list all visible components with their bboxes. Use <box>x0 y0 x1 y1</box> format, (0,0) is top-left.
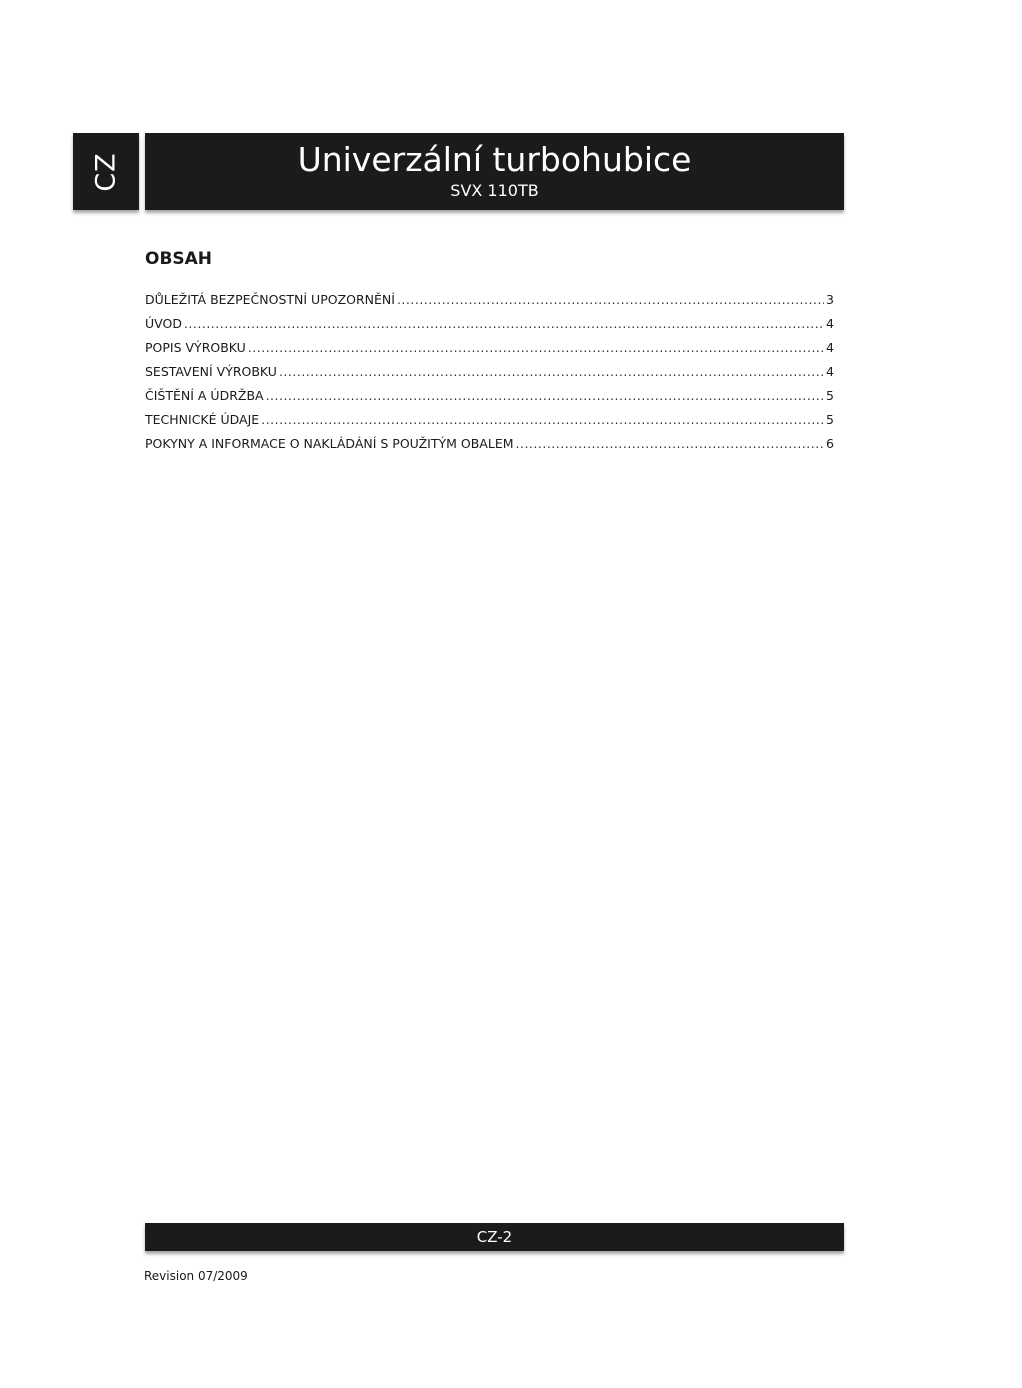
toc-entry-page: 4 <box>826 316 834 331</box>
toc-entry-product-description[interactable] <box>145 336 834 360</box>
toc-dot-leader <box>184 312 824 336</box>
page-number-bar <box>145 1223 844 1251</box>
toc-entry-label: ČIŠTĚNÍ A ÚDRŽBA <box>145 388 264 403</box>
toc-entry-cleaning-maintenance[interactable] <box>145 384 834 408</box>
toc-entry-page: 6 <box>826 436 834 451</box>
toc-entry-label: TECHNICKÉ ÚDAJE <box>145 412 260 427</box>
toc-entry-assembly[interactable] <box>145 360 834 384</box>
model-number: SVX 110TB <box>450 181 539 200</box>
language-tab <box>73 133 139 210</box>
toc-entry-safety-warnings[interactable] <box>145 288 834 312</box>
toc-entry-technical-data[interactable] <box>145 408 834 432</box>
toc-entry-introduction[interactable] <box>145 312 834 336</box>
toc-entry-label: POKYNY A INFORMACE O NAKLÁDÁNÍ S POUŽITÝM OBALEM <box>145 436 514 451</box>
toc-dot-leader <box>397 288 824 312</box>
toc-entry-page: 4 <box>826 364 834 379</box>
toc-entry-label: POPIS VÝROBKU <box>145 340 246 355</box>
toc-dot-leader <box>266 384 824 408</box>
toc-dot-leader <box>248 336 824 360</box>
toc-entry-page: 5 <box>826 412 834 427</box>
toc-entry-label: ÚVOD <box>145 316 182 331</box>
toc-entry-label: SESTAVENÍ VÝROBKU <box>145 364 277 379</box>
toc-dot-leader <box>279 360 824 384</box>
document-title: Univerzální turbohubice <box>297 140 692 179</box>
toc-entry-page: 3 <box>826 292 834 307</box>
page-number: CZ-2 <box>476 1228 513 1246</box>
toc-entry-page: 5 <box>826 388 834 403</box>
revision-note: Revision 07/2009 <box>144 1269 248 1283</box>
language-tab-label: CZ <box>90 151 122 192</box>
table-of-contents <box>145 288 834 456</box>
toc-dot-leader <box>516 432 825 456</box>
toc-entry-packaging-disposal[interactable] <box>145 432 834 456</box>
toc-entry-page: 4 <box>826 340 834 355</box>
toc-heading: OBSAH <box>145 249 213 269</box>
toc-entry-label: DŮLEŽITÁ BEZPEČNOSTNÍ UPOZORNĚNÍ <box>145 292 395 307</box>
title-banner <box>145 133 844 210</box>
toc-dot-leader <box>261 408 824 432</box>
